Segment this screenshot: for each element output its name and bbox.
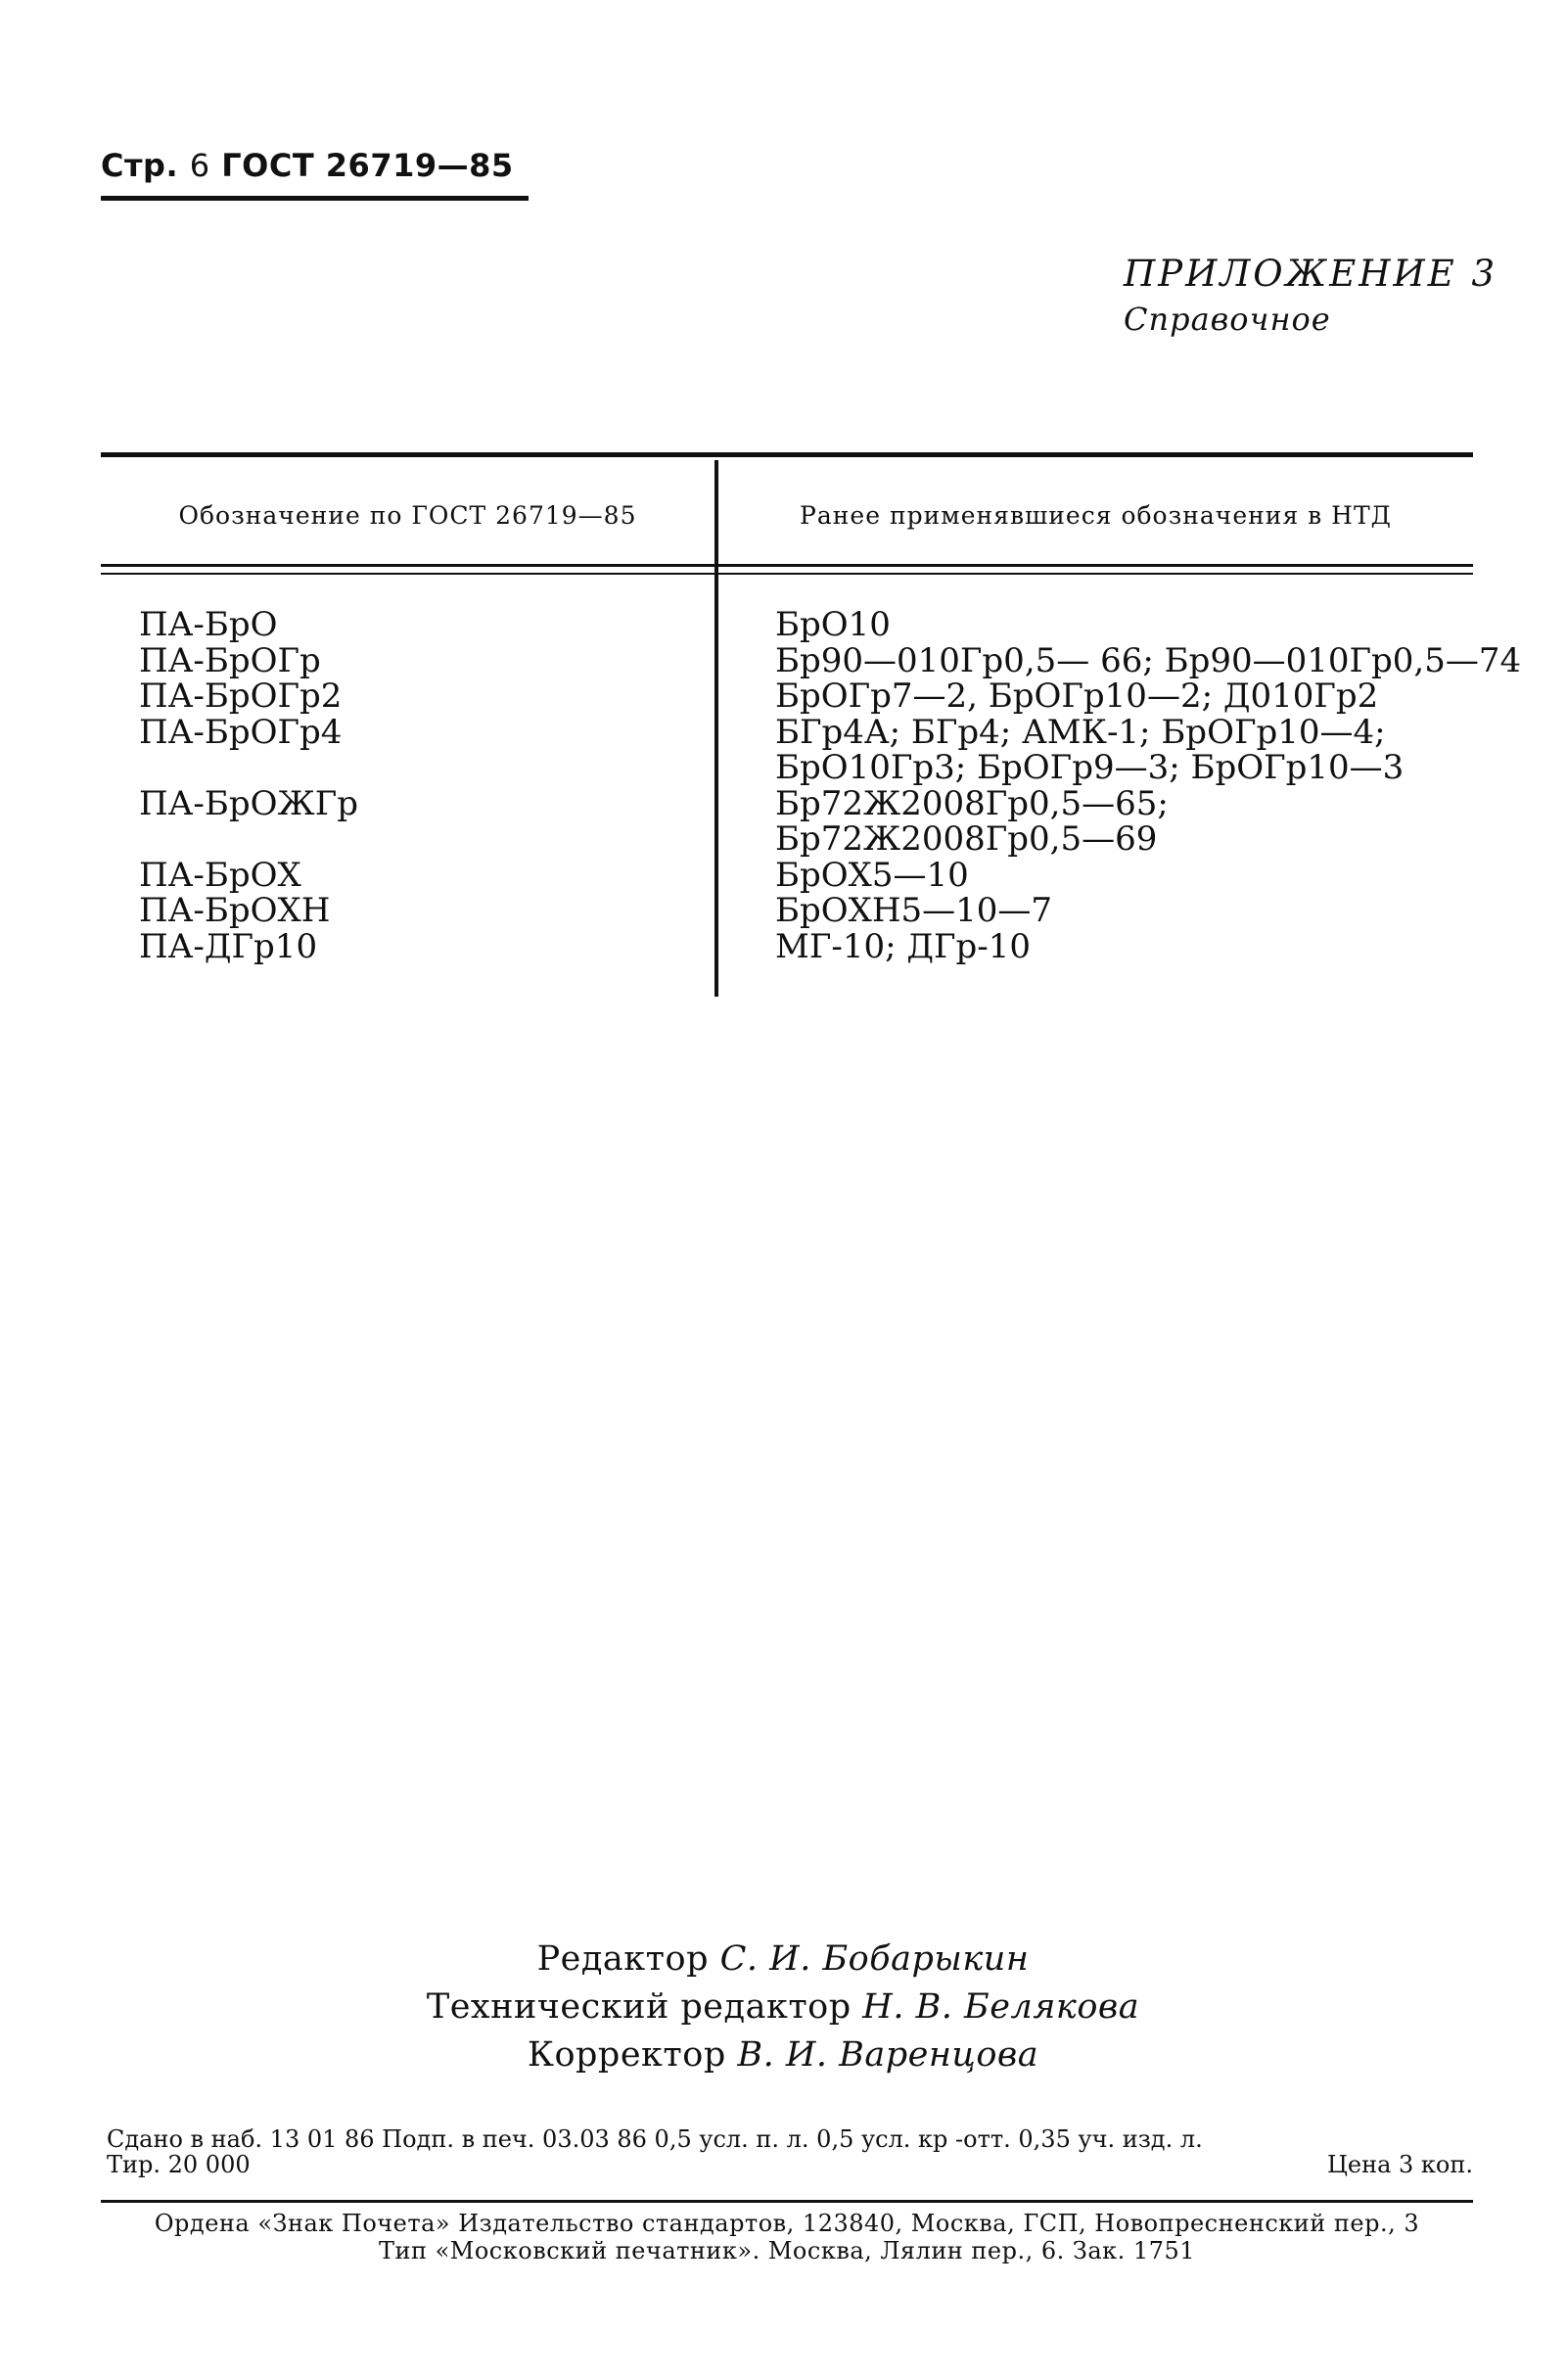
page-number: 6 (189, 147, 210, 184)
printer-line-2: Тип «Московский печатник». Москва, Лялин пер., 6. Зак. 1751 (378, 2237, 1196, 2264)
table-header-left: Обозначение по ГОСТ 26719—85 (178, 501, 637, 530)
table-cell: БрОГр7—2, БрОГр10—2; Д010Гр2 (775, 677, 1379, 716)
editor-name: С. И. Бобарыкин (719, 1939, 1030, 1979)
page-label: Стр. (101, 147, 179, 184)
editor-line (0, 1936, 1566, 1983)
circulation: Тир. 20 000 (107, 2151, 251, 2178)
table-top-rule (101, 452, 1473, 457)
tech-editor-name: Н. В. Белякова (862, 1987, 1140, 2027)
table-cell: ПА-БрОХ (139, 855, 301, 895)
editor-role: Редактор (536, 1939, 710, 1979)
printer-line-1: Ордена «Знак Почета» Издательство стандартов, 123840, Москва, ГСП, Новопресненский пер., 3 (154, 2210, 1420, 2237)
table-cell: Бр72Ж2008Гр0,5—65; (775, 783, 1169, 823)
table-cell: Бр72Ж2008Гр0,5—69 (775, 819, 1158, 859)
table-header-rule-second (101, 573, 1473, 575)
table-cell: БрО10Гр3; БрОГр9—3; БрОГр10—3 (775, 748, 1405, 787)
appendix-subtitle: Справочное (1124, 301, 1331, 338)
table-cell: ПА-БрОГр2 (139, 677, 343, 716)
imprint (107, 2126, 1473, 2177)
table-column-current (139, 607, 358, 964)
standard-designation: ГОСТ 26719—85 (221, 147, 514, 184)
header-rule (101, 196, 529, 201)
table-header-rule (101, 564, 1473, 567)
corrector-role: Корректор (527, 2035, 726, 2075)
table-header-right: Ранее применявшиеся обозначения в НТД (800, 501, 1392, 530)
table-column-divider (714, 460, 718, 997)
table-cell: БрО10 (775, 605, 891, 644)
table-spacer (139, 821, 358, 858)
page-header (101, 147, 514, 184)
price: Цена 3 коп. (1326, 2151, 1473, 2178)
table-cell: ПА-БрОЖГр (139, 783, 358, 823)
credits (0, 1936, 1566, 2079)
table-cell: БрОХН5—10—7 (775, 891, 1053, 930)
printer-info (101, 2210, 1473, 2264)
table-cell: ПА-БрО (139, 605, 278, 644)
corrector-name: В. И. Варенцова (737, 2035, 1039, 2075)
table-cell: ПА-БрОГр4 (139, 712, 343, 752)
tech-editor-role: Технический редактор (426, 1987, 852, 2027)
table-cell: БГр4А; БГр4; АМК-1; БрОГр10—4; (775, 712, 1386, 752)
table-cell: ПА-БрОГр (139, 640, 321, 680)
corrector-line (0, 2031, 1566, 2079)
table-cell: МГ-10; ДГр-10 (775, 926, 1032, 966)
table-cell: БрОХ5—10 (775, 855, 969, 895)
table-column-previous (775, 607, 1521, 964)
table-cell: Бр90—010Гр0,5— 66; Бр90—010Гр0,5—74 (775, 640, 1522, 680)
imprint-rule (101, 2200, 1473, 2203)
appendix-title: ПРИЛОЖЕНИЕ 3 (1124, 253, 1498, 295)
tech-editor-line (0, 1983, 1566, 2031)
table-cell: ПА-БрОХН (139, 891, 331, 930)
imprint-line: Сдано в наб. 13 01 86 Подп. в печ. 03.03 86 0,5 усл. п. л. 0,5 усл. кр -отт. 0,35 уч. изд. л. (107, 2125, 1203, 2153)
appendix-heading (1124, 253, 1497, 338)
table-spacer (139, 750, 358, 786)
table-cell: ПА-ДГр10 (139, 926, 318, 966)
